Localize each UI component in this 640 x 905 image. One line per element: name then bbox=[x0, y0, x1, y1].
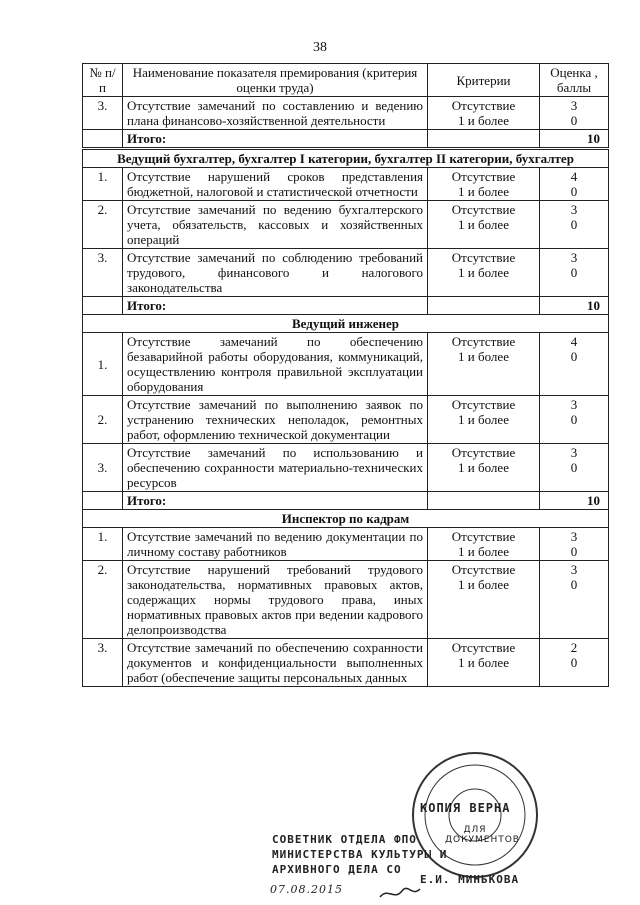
criteria-one-or-more: 1 и более bbox=[458, 349, 509, 364]
stamp-date: 07.08.2015 bbox=[270, 883, 343, 896]
criteria-cell bbox=[428, 201, 540, 249]
criteria-absent: Отсутствие bbox=[451, 202, 516, 217]
criteria-absent: Отсутствие bbox=[451, 250, 516, 265]
criteria-absent: Отсутствие bbox=[451, 169, 516, 184]
section-title: Ведущий инженер bbox=[83, 315, 609, 333]
indicator-name: Отсутствие замечаний по обеспечению безаварийной работы оборудования, коммуникаций, осуществлению контроля правильной эксплуатации оборудования bbox=[123, 333, 428, 396]
header-criteria: Критерии bbox=[428, 64, 540, 97]
score-min: 0 bbox=[570, 460, 578, 475]
stamp-archive: АРХИВНОГО ДЕЛА СО bbox=[272, 863, 402, 876]
row-number: 3. bbox=[83, 97, 123, 130]
criteria-one-or-more: 1 и более bbox=[458, 217, 509, 232]
table-row bbox=[83, 201, 609, 249]
score-cell bbox=[540, 444, 609, 492]
section3-body bbox=[83, 333, 609, 492]
criteria-absent: Отсутствие bbox=[451, 640, 516, 655]
score-max: 3 bbox=[570, 202, 578, 217]
criteria-one-or-more: 1 и более bbox=[458, 412, 509, 427]
criteria-absent: Отсутствие bbox=[451, 397, 516, 412]
criteria-cell bbox=[428, 249, 540, 297]
indicator-name: Отсутствие замечаний по выполнению заявок по устранению технических неполадок, ремонтных работ, оформлению технической документации bbox=[123, 396, 428, 444]
criteria-cell bbox=[428, 639, 540, 687]
criteria-cell bbox=[428, 561, 540, 639]
row-number: 1. bbox=[83, 333, 123, 396]
table-row bbox=[83, 168, 609, 201]
score-max: 3 bbox=[570, 529, 578, 544]
header-name: Наименование показателя премирования (критерия оценки труда) bbox=[123, 64, 428, 97]
score-min: 0 bbox=[570, 113, 578, 128]
table-header-row bbox=[83, 64, 609, 97]
table-row bbox=[83, 444, 609, 492]
score-max: 4 bbox=[570, 334, 578, 349]
total-value: 10 bbox=[540, 492, 609, 510]
total-row bbox=[83, 492, 609, 510]
score-max: 3 bbox=[570, 250, 578, 265]
indicator-name: Отсутствие замечаний по обеспечению сохранности документов и конфиденциальности выполненных работ (обеспечение защиты персональных данных bbox=[123, 639, 428, 687]
indicator-name: Отсутствие замечаний по ведению документации по личному составу работников bbox=[123, 528, 428, 561]
score-min: 0 bbox=[570, 349, 578, 364]
score-min: 0 bbox=[570, 184, 578, 199]
score-max: 3 bbox=[570, 397, 578, 412]
table-row bbox=[83, 561, 609, 639]
indicator-name: Отсутствие замечаний по составлению и ведению плана финансово-хозяйственной деятельности bbox=[123, 97, 428, 130]
row-number: 3. bbox=[83, 444, 123, 492]
criteria-absent: Отсутствие bbox=[451, 334, 516, 349]
page-number: 38 bbox=[313, 40, 327, 55]
total-label: Итого: bbox=[123, 297, 428, 315]
score-max: 2 bbox=[570, 640, 578, 655]
score-max: 3 bbox=[570, 445, 578, 460]
indicator-name: Отсутствие замечаний по ведению бухгалтерского учета, обязательств, кассовых и хозяйственных операций bbox=[123, 201, 428, 249]
criteria-one-or-more: 1 и более bbox=[458, 577, 509, 592]
score-min: 0 bbox=[570, 412, 578, 427]
score-cell bbox=[540, 201, 609, 249]
score-min: 0 bbox=[570, 577, 578, 592]
stamp-ministry: МИНИСТЕРСТВА КУЛЬТУРЫ И bbox=[272, 848, 448, 861]
indicator-name: Отсутствие замечаний по соблюдению требований трудового, финансового и налогового законодательства bbox=[123, 249, 428, 297]
block1-body bbox=[83, 97, 609, 130]
criteria-cell bbox=[428, 333, 540, 396]
score-max: 4 bbox=[570, 169, 578, 184]
section-header bbox=[83, 315, 609, 333]
row-number: 3. bbox=[83, 639, 123, 687]
indicator-name: Отсутствие нарушений требований трудового законодательства, нормативных правовых актов, содержащих нормы трудового права, иных нормативных правовых актов при ведении кадрового делопроизводства bbox=[123, 561, 428, 639]
bonus-criteria-table bbox=[82, 63, 609, 687]
score-max: 3 bbox=[570, 562, 578, 577]
criteria-absent: Отсутствие bbox=[451, 562, 516, 577]
score-cell bbox=[540, 561, 609, 639]
stamp-signer-name: Е.И. МИНЬКОВА bbox=[420, 873, 520, 886]
criteria-one-or-more: 1 и более bbox=[458, 265, 509, 280]
table-row bbox=[83, 97, 609, 130]
section-title: Инспектор по кадрам bbox=[83, 510, 609, 528]
row-number: 1. bbox=[83, 168, 123, 201]
score-cell bbox=[540, 97, 609, 130]
score-cell bbox=[540, 396, 609, 444]
section4-body bbox=[83, 528, 609, 687]
score-cell bbox=[540, 333, 609, 396]
stamp-for-docs: ДЛЯ ДОКУМЕНТОВ bbox=[445, 825, 520, 845]
criteria-absent: Отсутствие bbox=[451, 98, 516, 113]
row-number: 2. bbox=[83, 201, 123, 249]
header-num: № п/п bbox=[83, 64, 123, 97]
criteria-one-or-more: 1 и более bbox=[458, 655, 509, 670]
score-cell bbox=[540, 639, 609, 687]
total-value: 10 bbox=[540, 297, 609, 315]
criteria-cell bbox=[428, 444, 540, 492]
score-min: 0 bbox=[570, 265, 578, 280]
table-row bbox=[83, 528, 609, 561]
criteria-cell bbox=[428, 168, 540, 201]
criteria-cell bbox=[428, 528, 540, 561]
table-row bbox=[83, 639, 609, 687]
total-label: Итого: bbox=[123, 130, 428, 149]
row-number: 3. bbox=[83, 249, 123, 297]
score-min: 0 bbox=[570, 655, 578, 670]
criteria-one-or-more: 1 и более bbox=[458, 460, 509, 475]
signature-icon bbox=[380, 888, 420, 897]
table-row bbox=[83, 396, 609, 444]
criteria-one-or-more: 1 и более bbox=[458, 184, 509, 199]
row-number: 2. bbox=[83, 396, 123, 444]
table-row bbox=[83, 333, 609, 396]
total-value: 10 bbox=[540, 130, 609, 149]
table-row bbox=[83, 249, 609, 297]
header-score: Оценка , баллы bbox=[540, 64, 609, 97]
indicator-name: Отсутствие замечаний по использованию и обеспечению сохранности материально-технических ресурсов bbox=[123, 444, 428, 492]
section-header bbox=[83, 510, 609, 528]
row-number: 1. bbox=[83, 528, 123, 561]
score-min: 0 bbox=[570, 544, 578, 559]
score-max: 3 bbox=[570, 98, 578, 113]
criteria-one-or-more: 1 и более bbox=[458, 544, 509, 559]
criteria-cell bbox=[428, 97, 540, 130]
score-min: 0 bbox=[570, 217, 578, 232]
score-cell bbox=[540, 168, 609, 201]
criteria-cell bbox=[428, 396, 540, 444]
section-title: Ведущий бухгалтер, бухгалтер I категории, бухгалтер II категории, бухгалтер bbox=[83, 149, 609, 168]
criteria-absent: Отсутствие bbox=[451, 445, 516, 460]
score-cell bbox=[540, 249, 609, 297]
section-header bbox=[83, 149, 609, 168]
total-row bbox=[83, 297, 609, 315]
total-row bbox=[83, 130, 609, 149]
stamp-position: СОВЕТНИК ОТДЕЛА ФПО bbox=[272, 833, 417, 846]
total-label: Итого: bbox=[123, 492, 428, 510]
criteria-absent: Отсутствие bbox=[451, 529, 516, 544]
criteria-one-or-more: 1 и более bbox=[458, 113, 509, 128]
row-number: 2. bbox=[83, 561, 123, 639]
score-cell bbox=[540, 528, 609, 561]
indicator-name: Отсутствие нарушений сроков представления бюджетной, налоговой и статистической отчетности bbox=[123, 168, 428, 201]
stamp-copy-label: КОПИЯ ВЕРНА bbox=[420, 801, 511, 815]
section2-body bbox=[83, 168, 609, 297]
certification-stamp bbox=[270, 745, 570, 905]
